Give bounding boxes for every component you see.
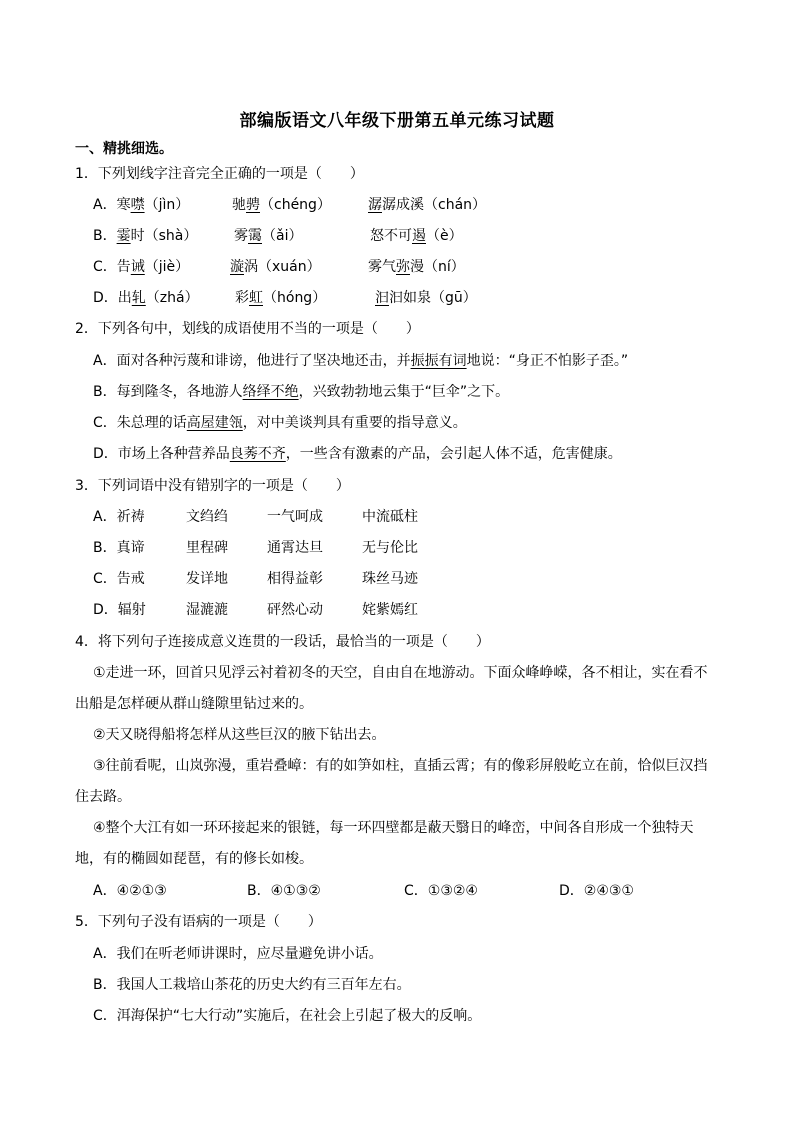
- q4-sentence-4: ④整个大江有如一环环接起来的银链，每一环四壁都是蔽天翳日的峰峦，中间各自形成一个独特天地，有的椭圆如琵琶，有的修长如梭。: [75, 820, 694, 867]
- q2-option-b: B．每到隆冬，各地游人络绎不绝，兴致勃勃地云集于“巨伞”之下。: [93, 384, 510, 400]
- q1-option-b-item-3: 怒不可遏（è）: [370, 228, 463, 244]
- q1-option-c-item-2: 漩涡（xuán）: [230, 259, 321, 275]
- q1-option-c-item-3: 雾气弥漫（ní）: [368, 259, 465, 275]
- q1-option-d-item-2: 彩虹（hóng）: [235, 290, 327, 306]
- q1-option-b: B．霎时（shà）: [93, 228, 198, 244]
- q2-option-a: A．面对各种污蔑和诽谤，他进行了坚决地还击，并振振有词地说：“身正不怕影子歪。”: [93, 353, 629, 369]
- q1-option-d: D．出轧（zhá）: [93, 290, 199, 306]
- question-5-stem: 5．下列句子没有语病的一项是（ ）: [75, 914, 322, 930]
- q5-option-b: B．我国人工栽培山茶花的历史大约有三百年左右。: [93, 977, 411, 993]
- question-1-stem: 1．下列划线字注音完全正确的一项是（ ）: [75, 166, 364, 182]
- question-4-stem: 4．将下列句子连接成意义连贯的一段话，最恰当的一项是（ ）: [75, 634, 490, 650]
- q2-option-c: C．朱总理的话高屋建瓴，对中美谈判具有重要的指导意义。: [93, 415, 467, 431]
- exam-page: 部编版语文八年级下册第五单元练习试题 一、精挑细选。 1．下列划线字注音完全正确的一项是（ ） A．寒噤（jìn） 驰骋（chéng） 潺潺成溪（chán） B．霎时（shà） 雾霭（ǎi） 怒不可遏（è） C．告诫（jiè） 漩涡（xuán） 雾气弥漫（ní） D．出轧（zhá） 彩虹（hóng） 汩汩如泉（gū） 2．下列各句中，划线的成语使用不当的一项是（ ） A．面对各种污蔑和诽谤，他进行了坚决地还击，并振振有词地说：“身正不怕影子歪。” B．每到隆冬，各地游人络绎不绝，兴致勃勃地云集于“巨伞”之下。 C．朱总理的话高屋建瓴，对中美谈判具有重要的指导意义。 D．市场上各种营养品良莠不齐，一些含有激素的产品，会引起人体不适，危害健康。 3．下列词语中没有错别字的一项是（ ） A．祈祷 文绉绉 一气呵成 中流砥柱 B．真谛 里程碑 通霄达旦 无与伦比 C．告戒 发详地 相得益彰 珠丝马迹 D．辐射 湿漉漉 砰然心动 姹紫嫣红 4．将下列句子连接成意义连贯的一段话，最恰当的一项是（ ） ①走进一环，回首只见浮云衬着初冬的天空，自由自在地游动。下面众峰峥嵘，各不相让，实在看不出船是怎样硬从群山缝隙里钻过来的。 ②天又晓得船将怎样从这些巨汉的腋下钻出去。 ③往前看呢，山岚弥漫，重岩叠嶂：有的如笋如柱，直插云霄；有的像彩屏般屹立在前，恰似巨汉挡住去路。 ④整个大江有如一环环接起来的银链，每一环四壁都是蔽天翳日的峰峦，中间各自形成一个独特天地，有的椭圆如琵琶，有的修长如梭。 A．④②①③ B．④①③② C．①③②④ D．②④③① 5．下列句子没有语病的一项是（ ） A．我们在听老师讲课时，应尽量避免讲小话。 B．我国人工栽培山茶花的历史大约有三百年左右。 C．洱海保护“七大行动”实施后，在社会上引起了极大的反响。: [0, 0, 794, 1123]
- q1-option-a-item-2: 驰骋（chéng）: [232, 197, 331, 213]
- q4-option-a: A．④②①③: [93, 883, 167, 899]
- q2-option-d: D．市场上各种营养品良莠不齐，一些含有激素的产品，会引起人体不适，危害健康。: [93, 446, 622, 462]
- q4-option-d: D．②④③①: [559, 883, 634, 899]
- q4-option-c: C．①③②④: [404, 883, 478, 899]
- q1-option-c: C．告诫（jiè）: [93, 259, 190, 275]
- page-title: 部编版语文八年级下册第五单元练习试题: [239, 111, 555, 131]
- q1-option-b-item-2: 雾霭（ǎi）: [234, 228, 303, 244]
- section-heading: 一、精挑细选。: [75, 141, 173, 157]
- q5-option-c: C．洱海保护“七大行动”实施后，在社会上引起了极大的反响。: [93, 1008, 482, 1024]
- q1-option-a: A．寒噤（jìn）: [93, 197, 190, 213]
- q1-option-a-item-3: 潺潺成溪（chán）: [368, 197, 487, 213]
- q5-option-a: A．我们在听老师讲课时，应尽量避免讲小话。: [93, 946, 383, 962]
- q4-sentence-2: ②天又晓得船将怎样从这些巨汉的腋下钻出去。: [93, 727, 386, 743]
- question-3-stem: 3．下列词语中没有错别字的一项是（ ）: [75, 478, 350, 494]
- q4-option-b: B．④①③②: [247, 883, 321, 899]
- q4-sentence-1: ①走进一环，回首只见浮云衬着初冬的天空，自由自在地游动。下面众峰峥嵘，各不相让，实在看不出船是怎样硬从群山缝隙里钻过来的。: [75, 665, 708, 712]
- question-2-stem: 2．下列各句中，划线的成语使用不当的一项是（ ）: [75, 321, 420, 337]
- q4-sentence-3: ③往前看呢，山岚弥漫，重岩叠嶂：有的如笋如柱，直插云霄；有的像彩屏般屹立在前，恰似巨汉挡住去路。: [75, 758, 708, 805]
- q1-option-d-item-3: 汩汩如泉（gū）: [375, 290, 477, 306]
